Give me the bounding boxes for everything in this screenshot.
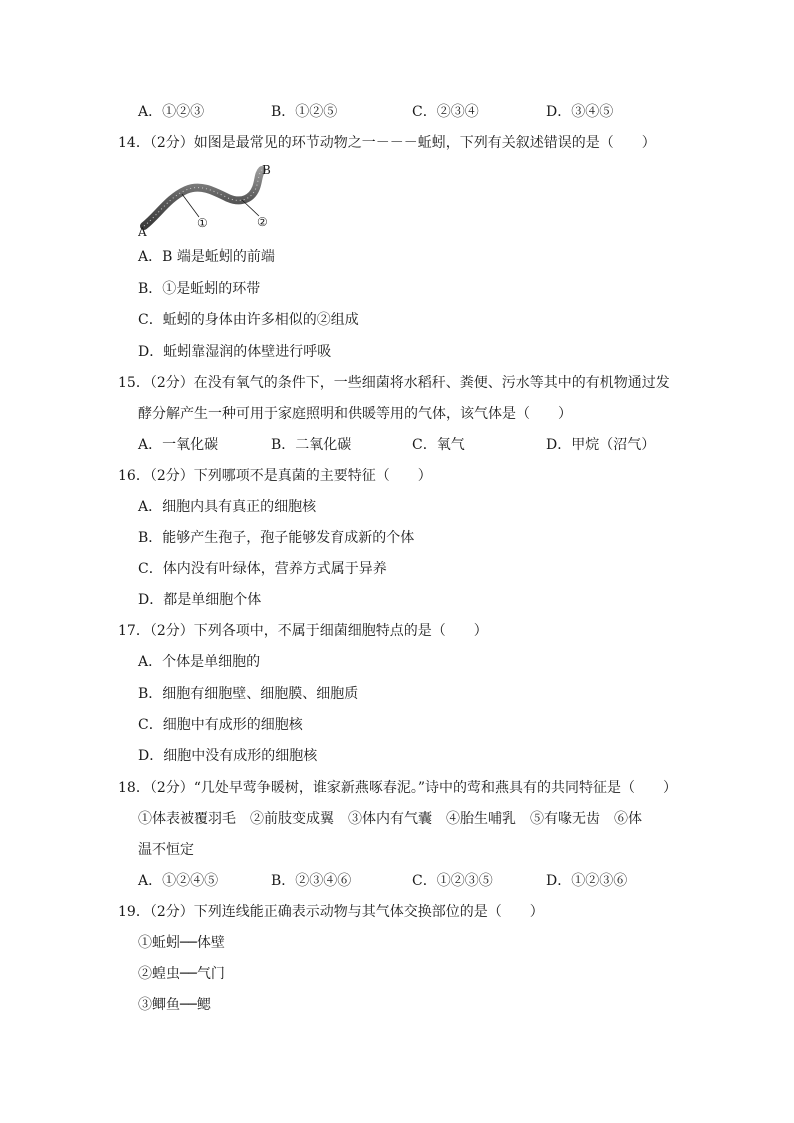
q16-stem: 16．（2分）下列哪项不是真菌的主要特征（ ） bbox=[118, 468, 432, 484]
q18-option-b: B．②③④⑥ bbox=[271, 873, 352, 889]
q13-option-d: D．③④⑤ bbox=[546, 104, 614, 120]
q13-option-b: B．①②⑤ bbox=[271, 104, 338, 120]
q18-items-line-1: ①体表被覆羽毛 ②前肢变成翼 ③体内有气囊 ④胎生哺乳 ⑤有喙无齿 ⑥体 bbox=[138, 811, 642, 827]
q16-option-c: C．体内没有叶绿体，营养方式属于异养 bbox=[138, 561, 387, 577]
q14-option-c: C．蚯蚓的身体由许多相似的②组成 bbox=[138, 312, 359, 328]
q15-option-d: D．甲烷（沼气） bbox=[546, 437, 656, 453]
q17-option-b: B．细胞有细胞壁、细胞膜、细胞质 bbox=[138, 686, 359, 702]
q16-option-a: A．细胞内具有真正的细胞核 bbox=[138, 499, 317, 515]
q13-option-a: A．①②③ bbox=[138, 104, 205, 120]
pointer-line-1 bbox=[182, 194, 199, 217]
q14-option-d: D．蚯蚓靠湿润的体壁进行呼吸 bbox=[138, 344, 332, 360]
q19-item-2: ②蝗虫──气门 bbox=[138, 966, 225, 982]
q17-option-a: A．个体是单细胞的 bbox=[138, 654, 261, 670]
q16-option-d: D．都是单细胞个体 bbox=[138, 592, 262, 608]
q14-option-a: A．B 端是蚯蚓的前端 bbox=[138, 249, 275, 265]
label-a: A bbox=[138, 225, 147, 239]
q17-option-d: D．细胞中没有成形的细胞核 bbox=[138, 748, 318, 764]
earthworm-figure bbox=[138, 160, 288, 240]
q15-option-c: C．氧气 bbox=[412, 437, 465, 453]
q19-item-1: ①蚯蚓──体壁 bbox=[138, 935, 225, 951]
q19-stem: 19．（2分）下列连线能正确表示动物与其气体交换部位的是（ ） bbox=[118, 904, 544, 920]
q18-items-line-2: 温不恒定 bbox=[138, 842, 194, 858]
q14-stem: 14．（2分）如图是最常见的环节动物之一－－－蚯蚓，下列有关叙述错误的是（ ） bbox=[118, 135, 656, 151]
q19-item-3: ③鲫鱼──鳃 bbox=[138, 997, 211, 1013]
pointer-line-2 bbox=[242, 200, 259, 216]
q15-stem-line-2: 酵分解产生一种可用于家庭照明和供暖等用的气体，该气体是（ ） bbox=[138, 406, 572, 422]
q13-option-c: C．②③④ bbox=[412, 104, 479, 120]
label-circle-2: ② bbox=[257, 215, 268, 229]
label-b: B bbox=[262, 163, 271, 177]
q14-option-b: B．①是蚯蚓的环带 bbox=[138, 281, 261, 297]
q17-stem: 17．（2分）下列各项中，不属于细菌细胞特点的是（ ） bbox=[118, 623, 488, 639]
q17-option-c: C．细胞中有成形的细胞核 bbox=[138, 717, 303, 733]
q18-option-d: D．①②③⑥ bbox=[546, 873, 628, 889]
q15-stem-line-1: 15．（2分）在没有氧气的条件下，一些细菌将水稻秆、粪便、污水等其中的有机物通过发 bbox=[118, 375, 670, 391]
q15-option-a: A．一氧化碳 bbox=[138, 437, 219, 453]
q18-stem: 18．（2分）“几处早莺争暖树，谁家新燕啄春泥。”诗中的莺和燕具有的共同特征是（ ） bbox=[118, 780, 678, 796]
q15-option-b: B．二氧化碳 bbox=[271, 437, 352, 453]
label-circle-1: ① bbox=[197, 216, 208, 230]
q18-option-c: C．①②③⑤ bbox=[412, 873, 493, 889]
q16-option-b: B．能够产生孢子，孢子能够发育成新的个体 bbox=[138, 530, 415, 546]
q18-option-a: A．①②④⑤ bbox=[138, 873, 219, 889]
